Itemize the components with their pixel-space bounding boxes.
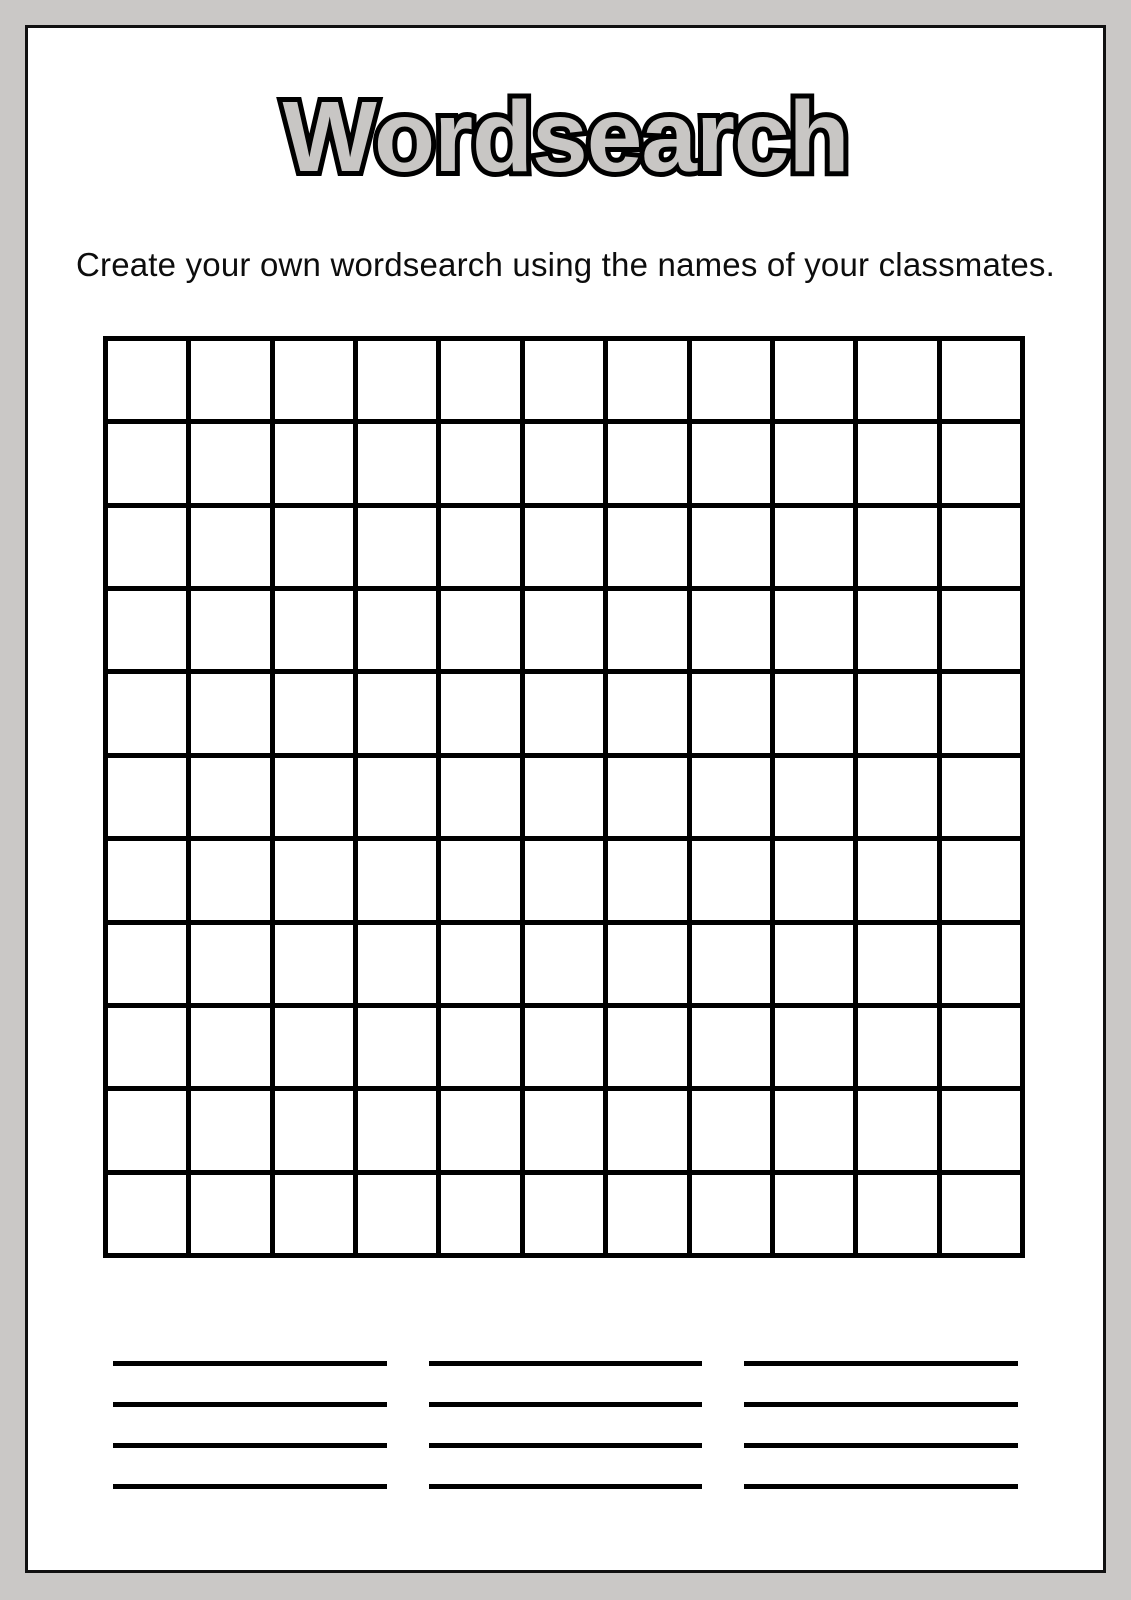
grid-cell	[441, 341, 519, 419]
grid-cell	[108, 841, 186, 919]
grid-cell	[525, 424, 603, 502]
grid-cell	[775, 424, 853, 502]
grid-cell	[692, 591, 770, 669]
grid-cell	[358, 1175, 436, 1253]
answer-line	[429, 1484, 703, 1489]
grid-cell	[608, 758, 686, 836]
grid-cell	[942, 424, 1020, 502]
grid-cell	[191, 674, 269, 752]
grid-cell	[108, 424, 186, 502]
grid-cell	[358, 1008, 436, 1086]
grid-cell	[108, 508, 186, 586]
grid-cell	[441, 841, 519, 919]
grid-cell	[275, 758, 353, 836]
answer-line	[429, 1361, 703, 1366]
grid-cell	[608, 424, 686, 502]
grid-cell	[108, 1175, 186, 1253]
answer-line-column	[744, 1361, 1018, 1489]
grid-cell	[942, 341, 1020, 419]
answer-line	[744, 1443, 1018, 1448]
grid-cell	[108, 1091, 186, 1169]
answer-line	[429, 1443, 703, 1448]
grid-cell	[608, 1008, 686, 1086]
grid-cell	[441, 925, 519, 1003]
grid-cell	[191, 1175, 269, 1253]
answer-line	[113, 1484, 387, 1489]
grid-cell	[692, 424, 770, 502]
grid-cell	[858, 341, 936, 419]
grid-cell	[692, 758, 770, 836]
grid-cell	[108, 925, 186, 1003]
grid-cell	[358, 508, 436, 586]
grid-cell	[275, 1175, 353, 1253]
grid-cell	[608, 674, 686, 752]
grid-cell	[108, 1008, 186, 1086]
grid-cell	[858, 758, 936, 836]
grid-cell	[525, 1175, 603, 1253]
grid-cell	[358, 841, 436, 919]
worksheet-title: Wordsearch Wordsearch	[28, 80, 1103, 195]
grid-cell	[775, 341, 853, 419]
grid-cell	[108, 341, 186, 419]
grid-cell	[441, 508, 519, 586]
grid-cell	[525, 341, 603, 419]
grid-cell	[441, 1091, 519, 1169]
grid-cell	[942, 925, 1020, 1003]
grid-cell	[858, 841, 936, 919]
grid-cell	[191, 424, 269, 502]
grid-cell	[858, 925, 936, 1003]
grid-cell	[525, 591, 603, 669]
grid-cell	[692, 508, 770, 586]
grid-cell	[858, 508, 936, 586]
grid-cell	[275, 508, 353, 586]
grid-cell	[191, 925, 269, 1003]
grid-cell	[692, 1091, 770, 1169]
grid-cell	[441, 758, 519, 836]
grid-cell	[358, 1091, 436, 1169]
grid-cell	[608, 591, 686, 669]
grid-cell	[191, 508, 269, 586]
grid-cell	[441, 674, 519, 752]
grid-cell	[358, 674, 436, 752]
grid-cell	[191, 1008, 269, 1086]
grid-cell	[775, 1091, 853, 1169]
grid-cell	[942, 841, 1020, 919]
grid-cell	[942, 1008, 1020, 1086]
grid-cell	[108, 591, 186, 669]
grid-cell	[358, 758, 436, 836]
grid-cell	[775, 1175, 853, 1253]
answer-line	[113, 1443, 387, 1448]
grid-cell	[191, 341, 269, 419]
grid-cell	[525, 925, 603, 1003]
grid-cell	[525, 674, 603, 752]
grid-cell	[608, 1175, 686, 1253]
grid-cell	[525, 508, 603, 586]
grid-cell	[525, 1008, 603, 1086]
grid-cell	[441, 1008, 519, 1086]
grid-cell	[358, 925, 436, 1003]
grid-cell	[858, 1008, 936, 1086]
grid-cell	[775, 591, 853, 669]
grid-cell	[692, 841, 770, 919]
grid-cell	[191, 841, 269, 919]
answer-line	[744, 1361, 1018, 1366]
grid-cell	[608, 1091, 686, 1169]
grid-cell	[608, 508, 686, 586]
wordsearch-grid	[103, 336, 1025, 1258]
worksheet-page	[25, 25, 1106, 1573]
grid-cell	[275, 925, 353, 1003]
grid-cell	[275, 1091, 353, 1169]
grid-cell	[358, 424, 436, 502]
grid-cell	[775, 925, 853, 1003]
grid-cell	[692, 341, 770, 419]
grid-cell	[441, 424, 519, 502]
grid-cell	[692, 925, 770, 1003]
answer-line	[429, 1402, 703, 1407]
grid-cell	[942, 1175, 1020, 1253]
grid-cell	[358, 591, 436, 669]
grid-cell	[608, 925, 686, 1003]
grid-cell	[942, 674, 1020, 752]
grid-cell	[608, 841, 686, 919]
grid-cell	[942, 508, 1020, 586]
grid-cell	[275, 674, 353, 752]
grid-cell	[692, 1175, 770, 1253]
grid-cell	[858, 1175, 936, 1253]
grid-cell	[858, 674, 936, 752]
grid-cell	[441, 591, 519, 669]
grid-cell	[525, 841, 603, 919]
grid-cell	[775, 841, 853, 919]
grid-cell	[692, 674, 770, 752]
grid-cell	[441, 1175, 519, 1253]
grid-cell	[692, 1008, 770, 1086]
grid-cell	[275, 841, 353, 919]
grid-cell	[942, 758, 1020, 836]
answer-line	[744, 1484, 1018, 1489]
answer-line	[744, 1402, 1018, 1407]
grid-cell	[775, 508, 853, 586]
answer-line-column	[429, 1361, 703, 1489]
grid-cell	[775, 758, 853, 836]
grid-cell	[275, 591, 353, 669]
grid-cell	[108, 758, 186, 836]
grid-cell	[275, 1008, 353, 1086]
grid-cell	[108, 674, 186, 752]
grid-cell	[525, 758, 603, 836]
grid-cell	[858, 591, 936, 669]
grid-cell	[858, 424, 936, 502]
answer-line	[113, 1402, 387, 1407]
grid-cell	[608, 341, 686, 419]
answer-lines	[113, 1361, 1018, 1489]
grid-cell	[525, 1091, 603, 1169]
grid-cell	[275, 341, 353, 419]
instruction-text: Create your own wordsearch using the names of your classmates.	[75, 246, 1056, 283]
grid-cell	[358, 341, 436, 419]
grid-cell	[942, 1091, 1020, 1169]
answer-line-column	[113, 1361, 387, 1489]
grid-cell	[191, 591, 269, 669]
grid-cell	[942, 591, 1020, 669]
grid-cell	[775, 1008, 853, 1086]
answer-line	[113, 1361, 387, 1366]
grid-cell	[775, 674, 853, 752]
grid-cell	[858, 1091, 936, 1169]
grid-cell	[191, 758, 269, 836]
grid-cell	[275, 424, 353, 502]
grid-cell	[191, 1091, 269, 1169]
